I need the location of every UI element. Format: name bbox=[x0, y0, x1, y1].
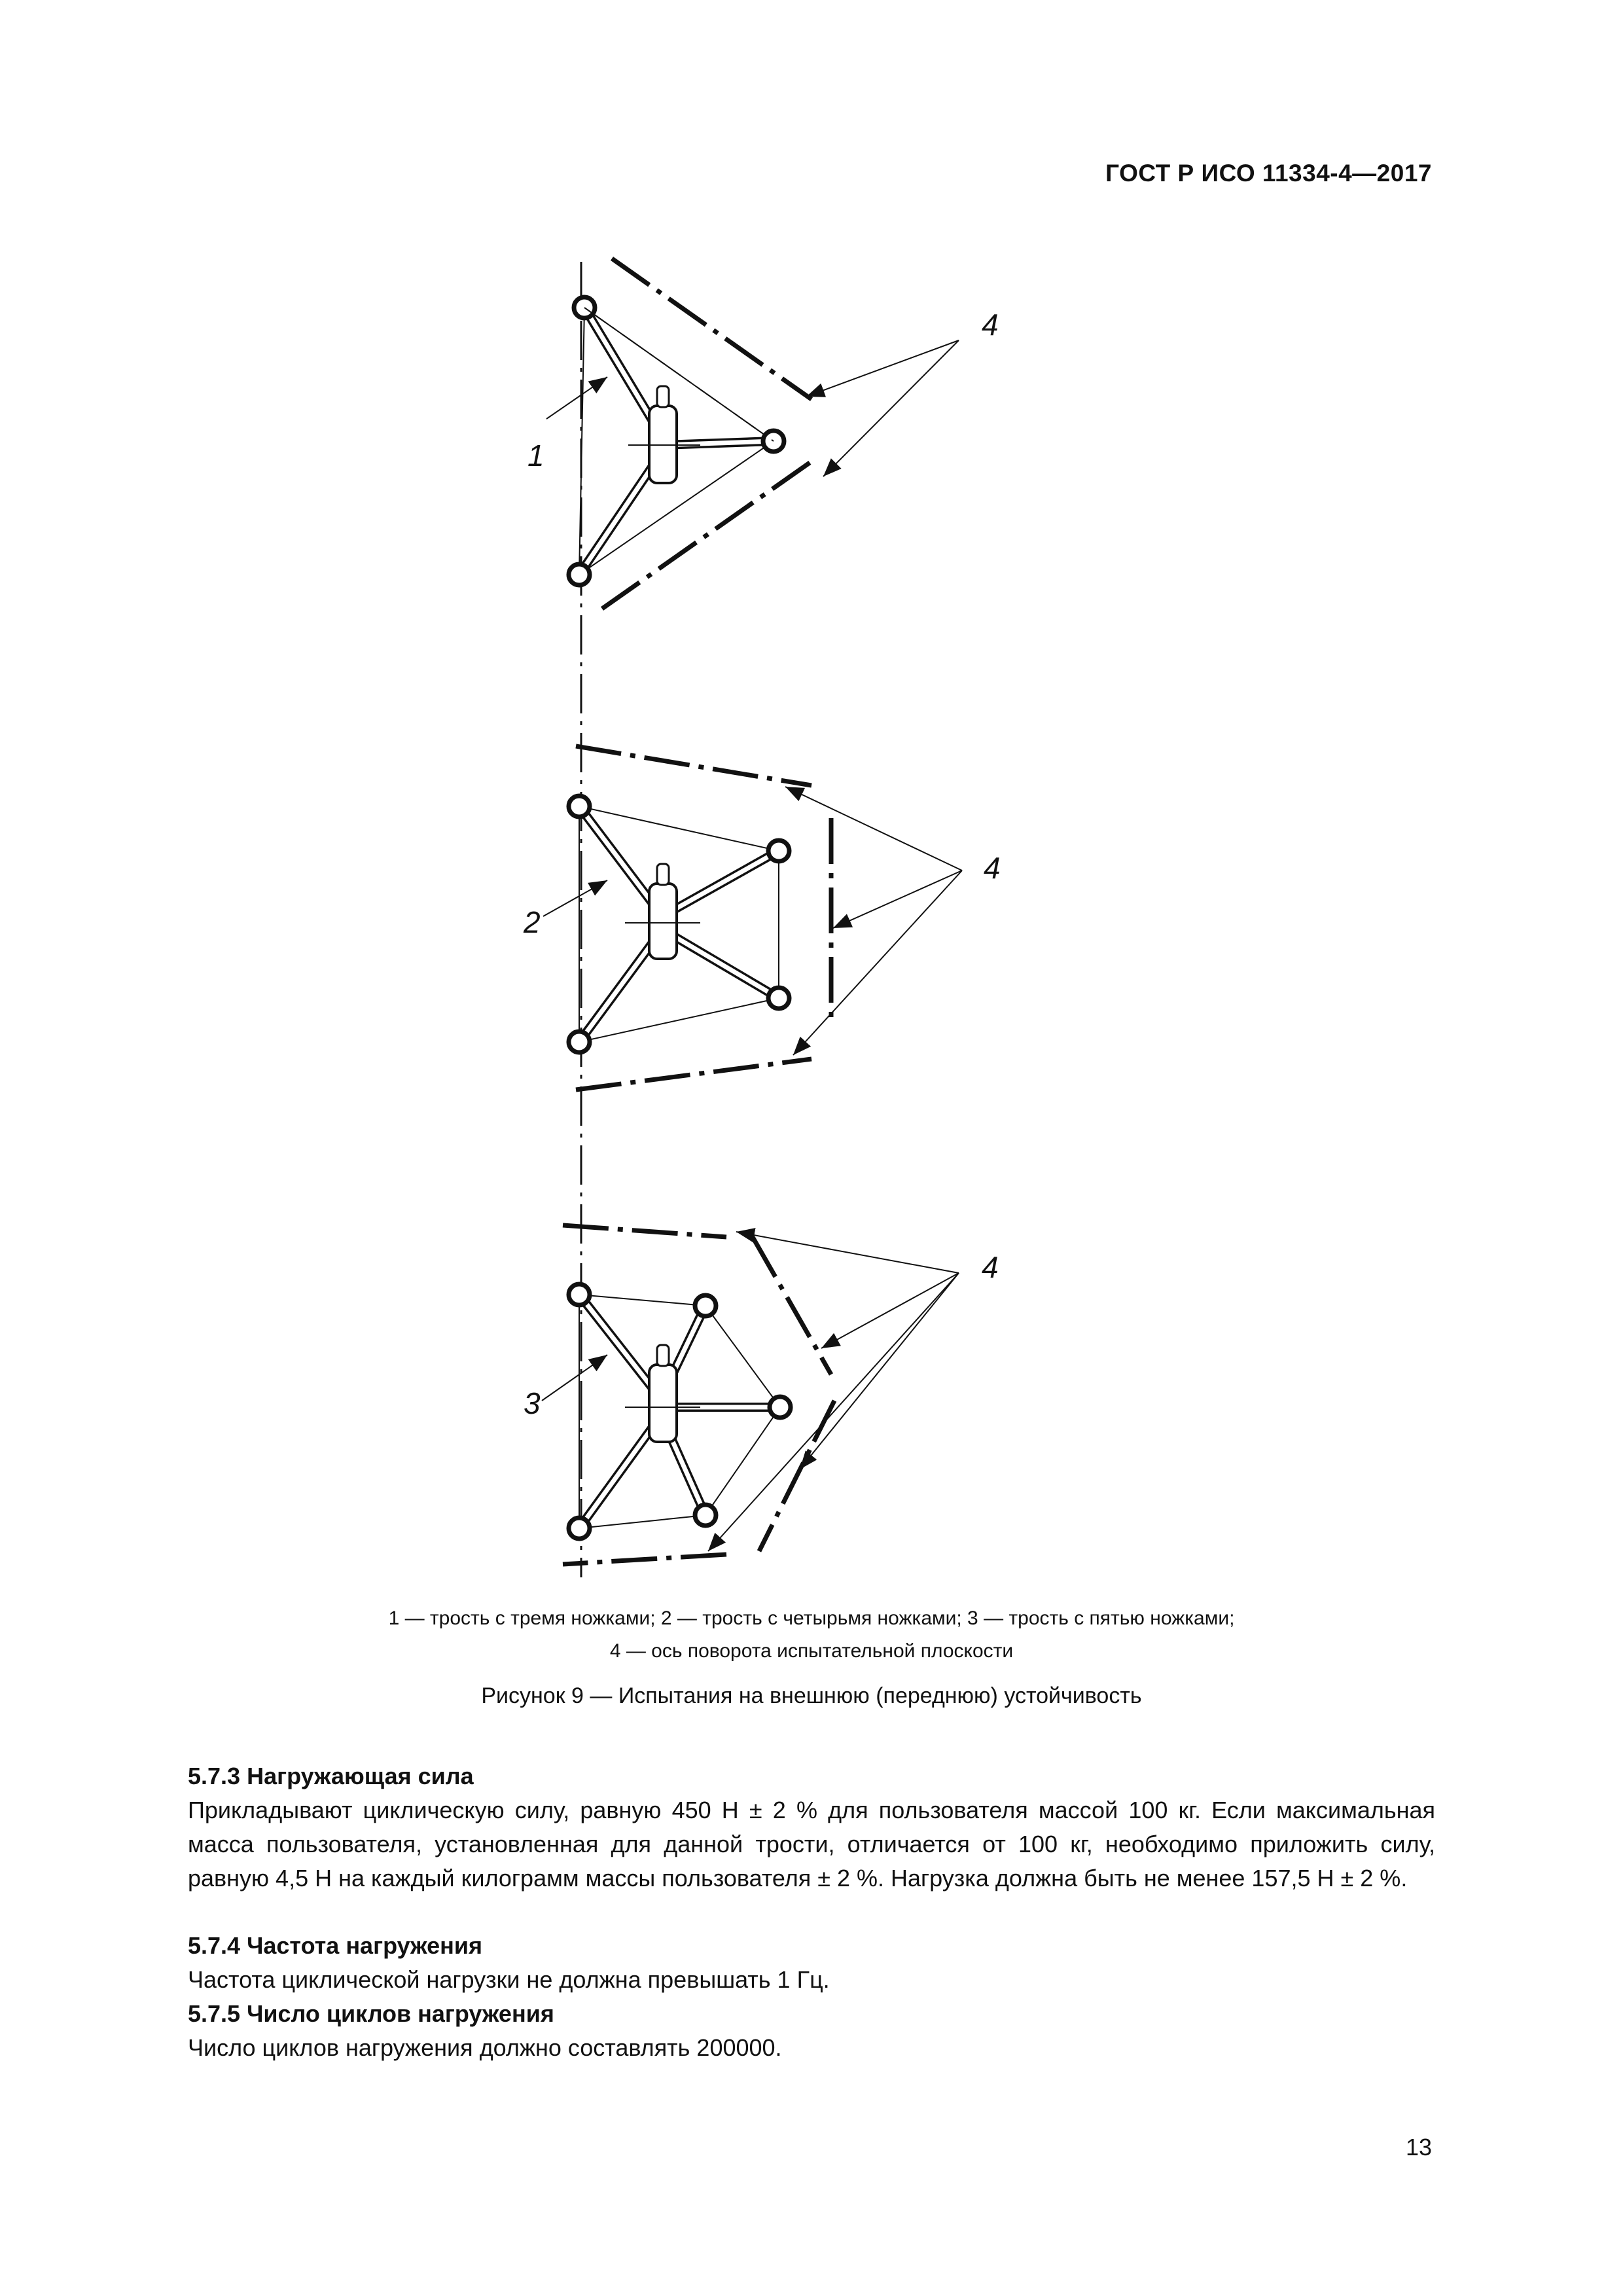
label-cane-2: 2 bbox=[524, 905, 541, 939]
section-5-7-5 bbox=[188, 1997, 1435, 2065]
section-heading: 5.7.3 Нагружающая сила bbox=[188, 1763, 474, 1789]
label-cane-1: 1 bbox=[527, 439, 544, 473]
label-axis-b: 4 bbox=[984, 851, 1001, 885]
figure-title: Рисунок 9 — Испытания на внешнюю (переднюю) устойчивость bbox=[481, 1683, 1142, 1708]
section-heading: 5.7.5 Число циклов нагружения bbox=[188, 2000, 554, 2027]
cane-four-legs-diagram bbox=[543, 746, 962, 1090]
section-paragraph: Частота циклической нагрузки не должна превышать 1 Гц. bbox=[188, 1966, 830, 1993]
figure-legend-line-2: 4 — ось поворота испытательной плоскости bbox=[609, 1640, 1014, 1662]
document-id-header: ГОСТ Р ИСО 11334-4—2017 bbox=[1105, 160, 1432, 187]
page-number: 13 bbox=[1405, 2134, 1432, 2161]
section-5-7-4 bbox=[188, 1929, 1435, 1997]
cane-three-legs-diagram bbox=[546, 259, 959, 609]
label-cane-3: 3 bbox=[524, 1386, 541, 1420]
cane-stability-drawing bbox=[458, 249, 1113, 1584]
label-axis-a: 4 bbox=[982, 308, 999, 342]
section-5-7-3 bbox=[188, 1759, 1435, 1895]
figure-9-diagram bbox=[458, 249, 1113, 1584]
section-heading: 5.7.4 Частота нагружения bbox=[188, 1932, 482, 1959]
label-axis-c: 4 bbox=[982, 1250, 999, 1284]
section-paragraph: Прикладывают циклическую силу, равную 450 Н ± 2 % для пользователя массой 100 кг. Если максимальная масса пользователя, установленная для данной трости, отличается от 100 кг, необходимо приложить силу, равную 4,5 Н на каждый килограмм массы пользователя ± 2 %. Нагрузка должна быть не менее 157,5 Н ± 2 %. bbox=[188, 1797, 1435, 1892]
section-paragraph: Число циклов нагружения должно составлять 200000. bbox=[188, 2034, 782, 2061]
cane-five-legs-diagram bbox=[542, 1225, 959, 1564]
figure-legend-line-1: 1 — трость с тремя ножками; 2 — трость с четырьмя ножками; 3 — трость с пятью ножками; bbox=[388, 1607, 1235, 1629]
